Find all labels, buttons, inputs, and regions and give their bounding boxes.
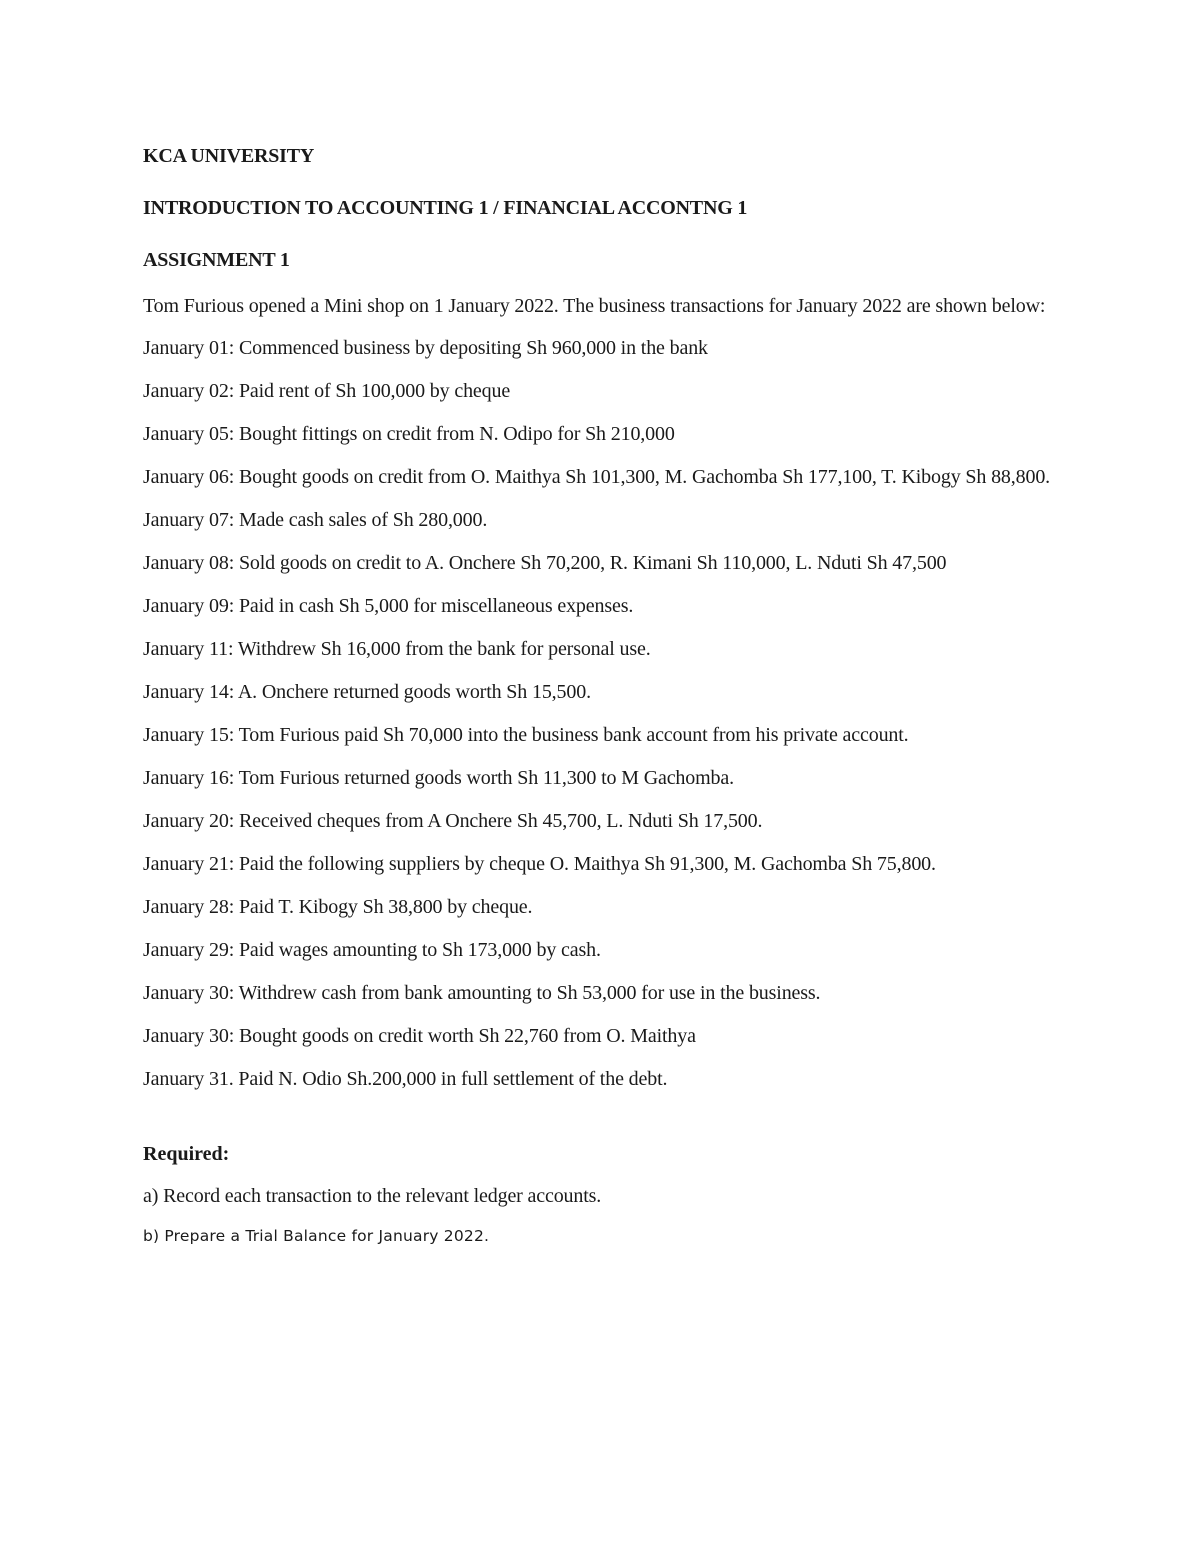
transaction-item: January 28: Paid T. Kibogy Sh 38,800 by cheque.: [143, 896, 533, 918]
transaction-item: January 01: Commenced business by depositing Sh 960,000 in the bank: [143, 337, 708, 359]
transaction-item: January 29: Paid wages amounting to Sh 173,000 by cash.: [143, 939, 601, 961]
transaction-item: January 30: Withdrew cash from bank amounting to Sh 53,000 for use in the business.: [143, 982, 821, 1004]
transaction-item: January 16: Tom Furious returned goods worth Sh 11,300 to M Gachomba.: [143, 767, 734, 789]
course-heading: INTRODUCTION TO ACCOUNTING 1 / FINANCIAL ACCONTNG 1: [143, 197, 748, 219]
transaction-item: January 06: Bought goods on credit from O. Maithya Sh 101,300, M. Gachomba Sh 177,100, T. Kibogy Sh 88,800.: [143, 466, 1051, 488]
transaction-item: January 07: Made cash sales of Sh 280,000.: [143, 509, 488, 531]
transaction-item: January 09: Paid in cash Sh 5,000 for miscellaneous expenses.: [143, 595, 634, 617]
document-content: [143, 143, 1063, 1247]
transaction-item: January 30: Bought goods on credit worth Sh 22,760 from O. Maithya: [143, 1025, 696, 1047]
transaction-item: January 11: Withdrew Sh 16,000 from the bank for personal use.: [143, 638, 651, 660]
transaction-item: January 02: Paid rent of Sh 100,000 by cheque: [143, 380, 511, 402]
transaction-item: January 31. Paid N. Odio Sh.200,000 in full settlement of the debt.: [143, 1068, 668, 1090]
transaction-item: January 14: A. Onchere returned goods worth Sh 15,500.: [143, 681, 591, 703]
institution-heading: KCA UNIVERSITY: [143, 145, 315, 167]
transaction-item: January 15: Tom Furious paid Sh 70,000 into the business bank account from his private account.: [143, 724, 909, 746]
transaction-list: [143, 335, 1063, 1093]
transaction-item: January 08: Sold goods on credit to A. Onchere Sh 70,200, R. Kimani Sh 110,000, L. Nduti Sh 47,500: [143, 552, 947, 574]
requirement-item-a: a) Record each transaction to the relevant ledger accounts.: [143, 1185, 602, 1207]
requirement-item-b: b) Prepare a Trial Balance for January 2022.: [143, 1227, 490, 1245]
transaction-item: January 20: Received cheques from A Onchere Sh 45,700, L. Nduti Sh 17,500.: [143, 810, 763, 832]
transaction-item: January 05: Bought fittings on credit from N. Odipo for Sh 210,000: [143, 423, 675, 445]
assignment-heading: ASSIGNMENT 1: [143, 249, 290, 271]
required-heading: Required:: [143, 1143, 230, 1165]
intro-paragraph: Tom Furious opened a Mini shop on 1 January 2022. The business transactions for January 2022 are shown below:: [143, 295, 1046, 317]
transaction-item: January 21: Paid the following suppliers by cheque O. Maithya Sh 91,300, M. Gachomba Sh 75,800.: [143, 853, 936, 875]
